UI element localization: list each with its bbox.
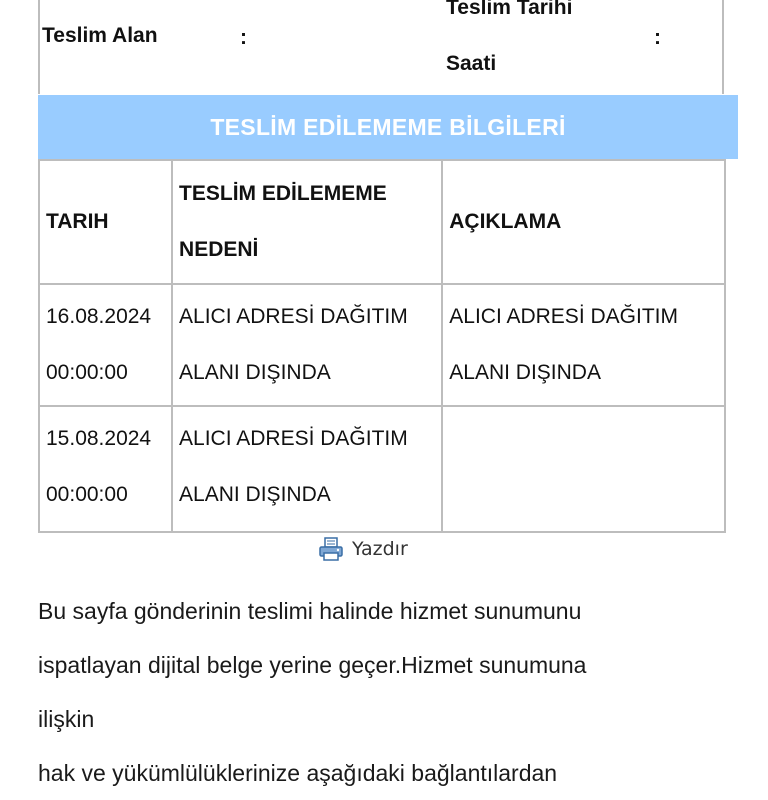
printer-icon[interactable] [318, 536, 344, 562]
paragraph-line: ispatlayan dijital belge yerine geçer.Hizmet sunumuna [38, 652, 587, 678]
cell-date-line1: 16.08.2024 [46, 305, 152, 328]
delivery-time-label: Saati [446, 52, 497, 75]
cell-date-line1: 15.08.2024 [46, 427, 152, 450]
paragraph-line: Bu sayfa gönderinin teslimi halinde hizmet sunumunu [38, 598, 582, 624]
header-reason-line2: NEDENİ [179, 238, 259, 261]
delivery-date-colon: : [654, 26, 661, 49]
cell-reason-line2: ALANI DIŞINDA [179, 483, 331, 506]
cell-date [39, 406, 172, 532]
print-label[interactable]: Yazdır [352, 538, 408, 560]
section-title-text: TESLİM EDİLEMEME BİLGİLERİ [210, 113, 566, 140]
print-link[interactable] [318, 536, 408, 562]
table-row [39, 284, 725, 406]
delivery-date-label: Teslim Tarihi [446, 0, 573, 19]
header-description [442, 160, 725, 284]
header-reason-line1: TESLİM EDİLEMEME [179, 182, 387, 205]
header-reason [172, 160, 442, 284]
cell-date-line2: 00:00:00 [46, 361, 128, 384]
cell-description-line1: ALICI ADRESİ DAĞITIM [449, 305, 678, 328]
cell-date-line2: 00:00:00 [46, 483, 128, 506]
undelivered-table [38, 159, 726, 533]
cell-description [442, 284, 725, 406]
cell-reason-line1: ALICI ADRESİ DAĞITIM [179, 305, 408, 328]
cell-reason-line2: ALANI DIŞINDA [179, 361, 331, 384]
cell-reason [172, 406, 442, 532]
table-row [39, 406, 725, 532]
cell-date [39, 284, 172, 406]
section-title [38, 95, 738, 159]
paragraph-line: hak ve yükümlülüklerinize aşağıdaki bağlantılardan [38, 760, 558, 786]
header-description-text: AÇIKLAMA [449, 210, 562, 233]
header-date-text: TARIH [46, 210, 109, 233]
info-paragraph [38, 584, 738, 800]
paragraph-line: ilişkin [38, 706, 95, 732]
cell-description [442, 406, 725, 532]
cell-reason [172, 284, 442, 406]
table-header-row [39, 160, 725, 284]
cell-reason-line1: ALICI ADRESİ DAĞITIM [179, 427, 408, 450]
cell-description-line2: ALANI DIŞINDA [449, 361, 601, 384]
receiver-colon: : [240, 26, 247, 49]
receiver-label: Teslim Alan [42, 24, 158, 47]
header-date [39, 160, 172, 284]
